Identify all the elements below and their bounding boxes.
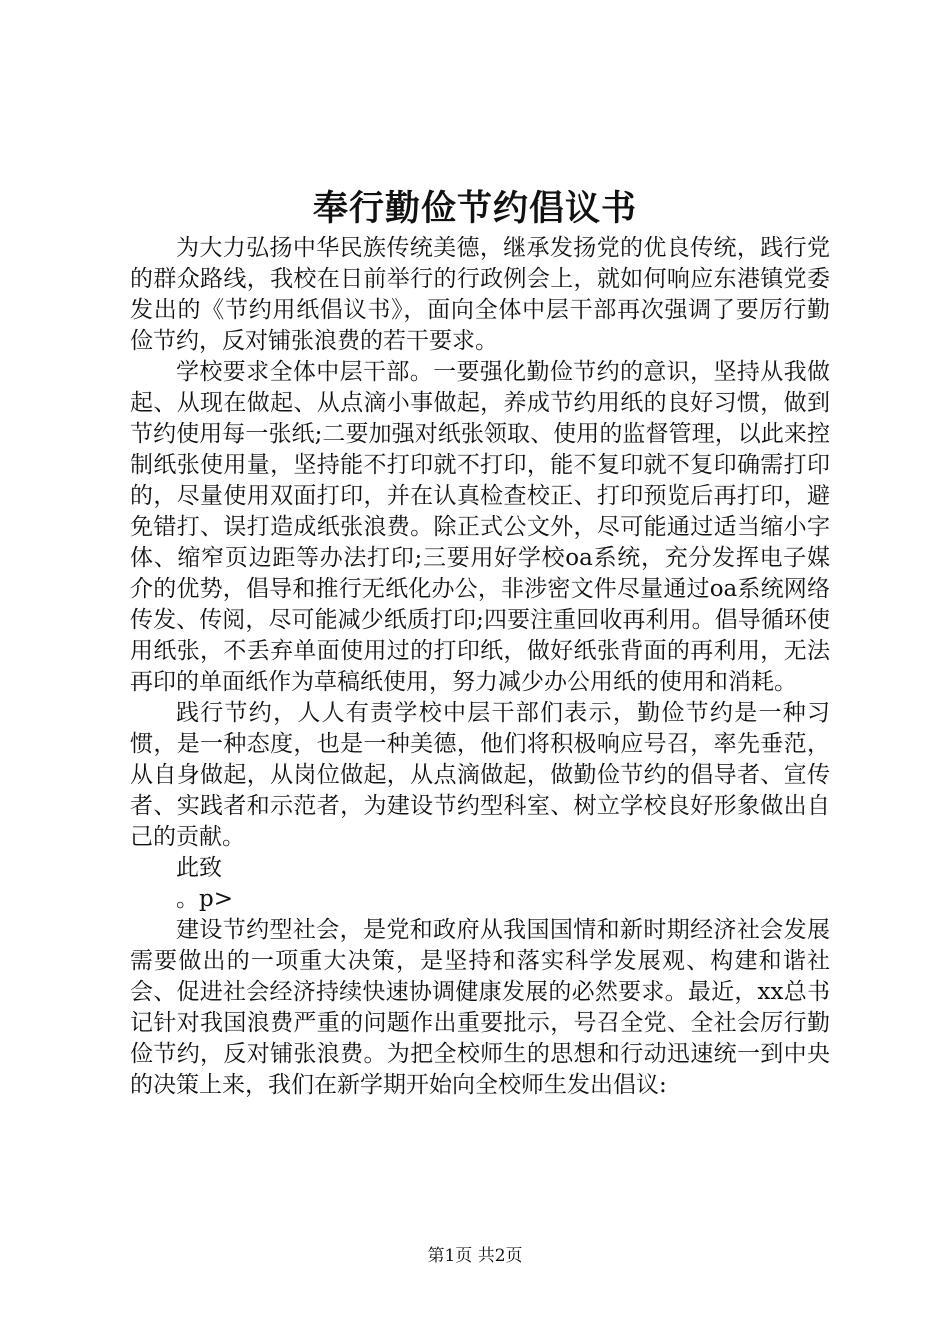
paragraph-requirements: 学校要求全体中层干部。一要强化勤俭节约的意识，坚持从我做起、从现在做起、从点滴小事做起，养成节约用纸的良好习惯，做到节约使用每一张纸;二要加强对纸张领取、使用的监督管理，以此来控制纸张使用量，坚持能不打印就不打印，能不复印就不复印确需打印的，尽量使用双面打印，并在认真检查校正、打印预览后再打印，避免错打、误打造成纸张浪费。除正式公文外，尽可能通过适当缩小字体、缩窄页边距等办法打印;三要用好学校oa系统，充分发挥电子媒介的优势，倡导和推行无纸化办公，非涉密文件尽量通过oa系统网络传发、传阅，尽可能减少纸质打印;四要注重回收再利用。倡导循环使用纸张，不丢弃单面使用过的打印纸，做好纸张背面的再利用，无法再印的单面纸作为草稿纸使用，努力减少办公用纸的使用和消耗。	[130, 359, 830, 695]
paragraph-commitment: 践行节约，人人有责学校中层干部们表示，勤俭节约是一种习惯，是一种态度，也是一种美德，他们将积极响应号召，率先垂范，从自身做起，从岗位做起，从点滴做起，做勤俭节约的倡导者、宣传者、实践者和示范者，为建设节约型科室、树立学校良好形象做出自己的贡献。	[130, 700, 830, 850]
paragraph-salutation: 此致	[176, 855, 222, 881]
paragraph-fragment: 。p>	[176, 886, 233, 912]
document-title: 奉行勤俭节约倡议书	[312, 188, 637, 229]
document-body	[130, 233, 830, 1101]
paragraph-proposal: 建设节约型社会，是党和政府从我国国情和新时期经济社会发展需要做出的一项重大决策，是坚持和落实科学发展观、构建和谐社会、促进社会经济持续快速协调健康发展的必然要求。最近，xx总书记针对我国浪费严重的问题作出重要批示，号召全党、全社会厉行勤俭节约，反对铺张浪费。为把全校师生的思想和行动迅速统一到中央的决策上来，我们在新学期开始向全校师生发出倡议:	[130, 917, 830, 1098]
paragraph-intro: 为大力弘扬中华民族传统美德，继承发扬党的优良传统，践行党的群众路线，我校在日前举行的行政例会上，就如何响应东港镇党委发出的《节约用纸倡议书》，面向全体中层干部再次强调了要厉行勤俭节约，反对铺张浪费的若干要求。	[130, 235, 830, 354]
page-number-footer: 第1页 共2页	[427, 1246, 523, 1266]
